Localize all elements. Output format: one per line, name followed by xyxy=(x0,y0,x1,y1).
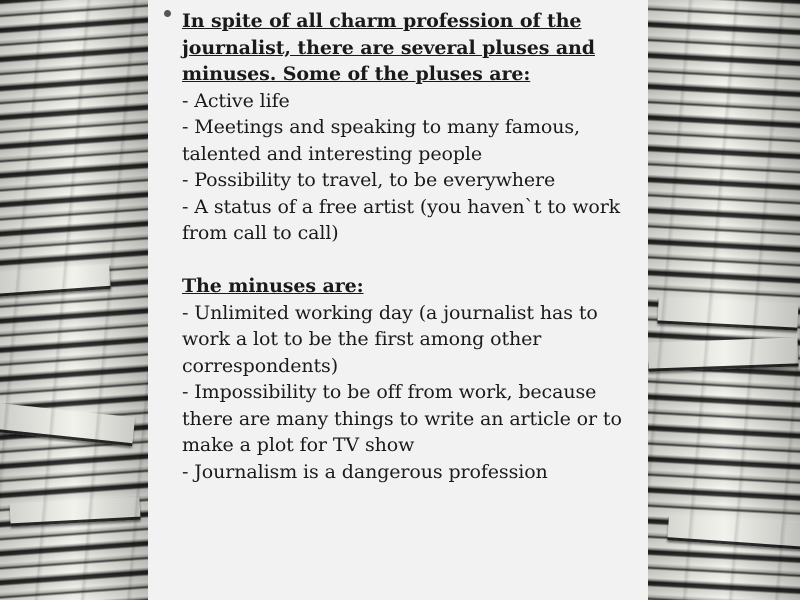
minus-item: - Journalism is a dangerous profession xyxy=(182,460,548,483)
newspaper-fold xyxy=(0,264,111,297)
intro-heading: In spite of all charm profession of the journalist, there are several pluses and minuses. Some of the pluses are: xyxy=(182,10,595,85)
newspaper-fold xyxy=(648,337,798,371)
plus-item: - Meetings and speaking to many famous, talented and interesting people xyxy=(182,116,580,165)
newspaper-fold xyxy=(9,497,140,527)
plus-item: - Possibility to travel, to be everywhere xyxy=(182,169,556,191)
minus-item: - Unlimited working day (a journalist has to work a lot to be the first among other correspondents) xyxy=(182,301,598,377)
newspaper-stack-left xyxy=(0,0,148,600)
newspaper-stack-right xyxy=(648,0,800,600)
newspaper-fold xyxy=(667,515,800,550)
minuses-heading: The minuses are: xyxy=(182,275,364,297)
plus-item: - A status of a free artist (you haven`t to work from call to call) xyxy=(182,195,621,244)
plus-item: - Active life xyxy=(182,89,290,112)
minus-item: - Impossibility to be off from work, because there are many things to write an article or to make a plot for TV show xyxy=(182,381,622,456)
slide-content xyxy=(182,8,634,485)
newspaper-fold xyxy=(0,403,135,446)
spacer xyxy=(182,247,634,274)
newspaper-fold xyxy=(657,296,798,330)
text-panel xyxy=(148,0,648,600)
bullet-icon xyxy=(164,10,171,17)
